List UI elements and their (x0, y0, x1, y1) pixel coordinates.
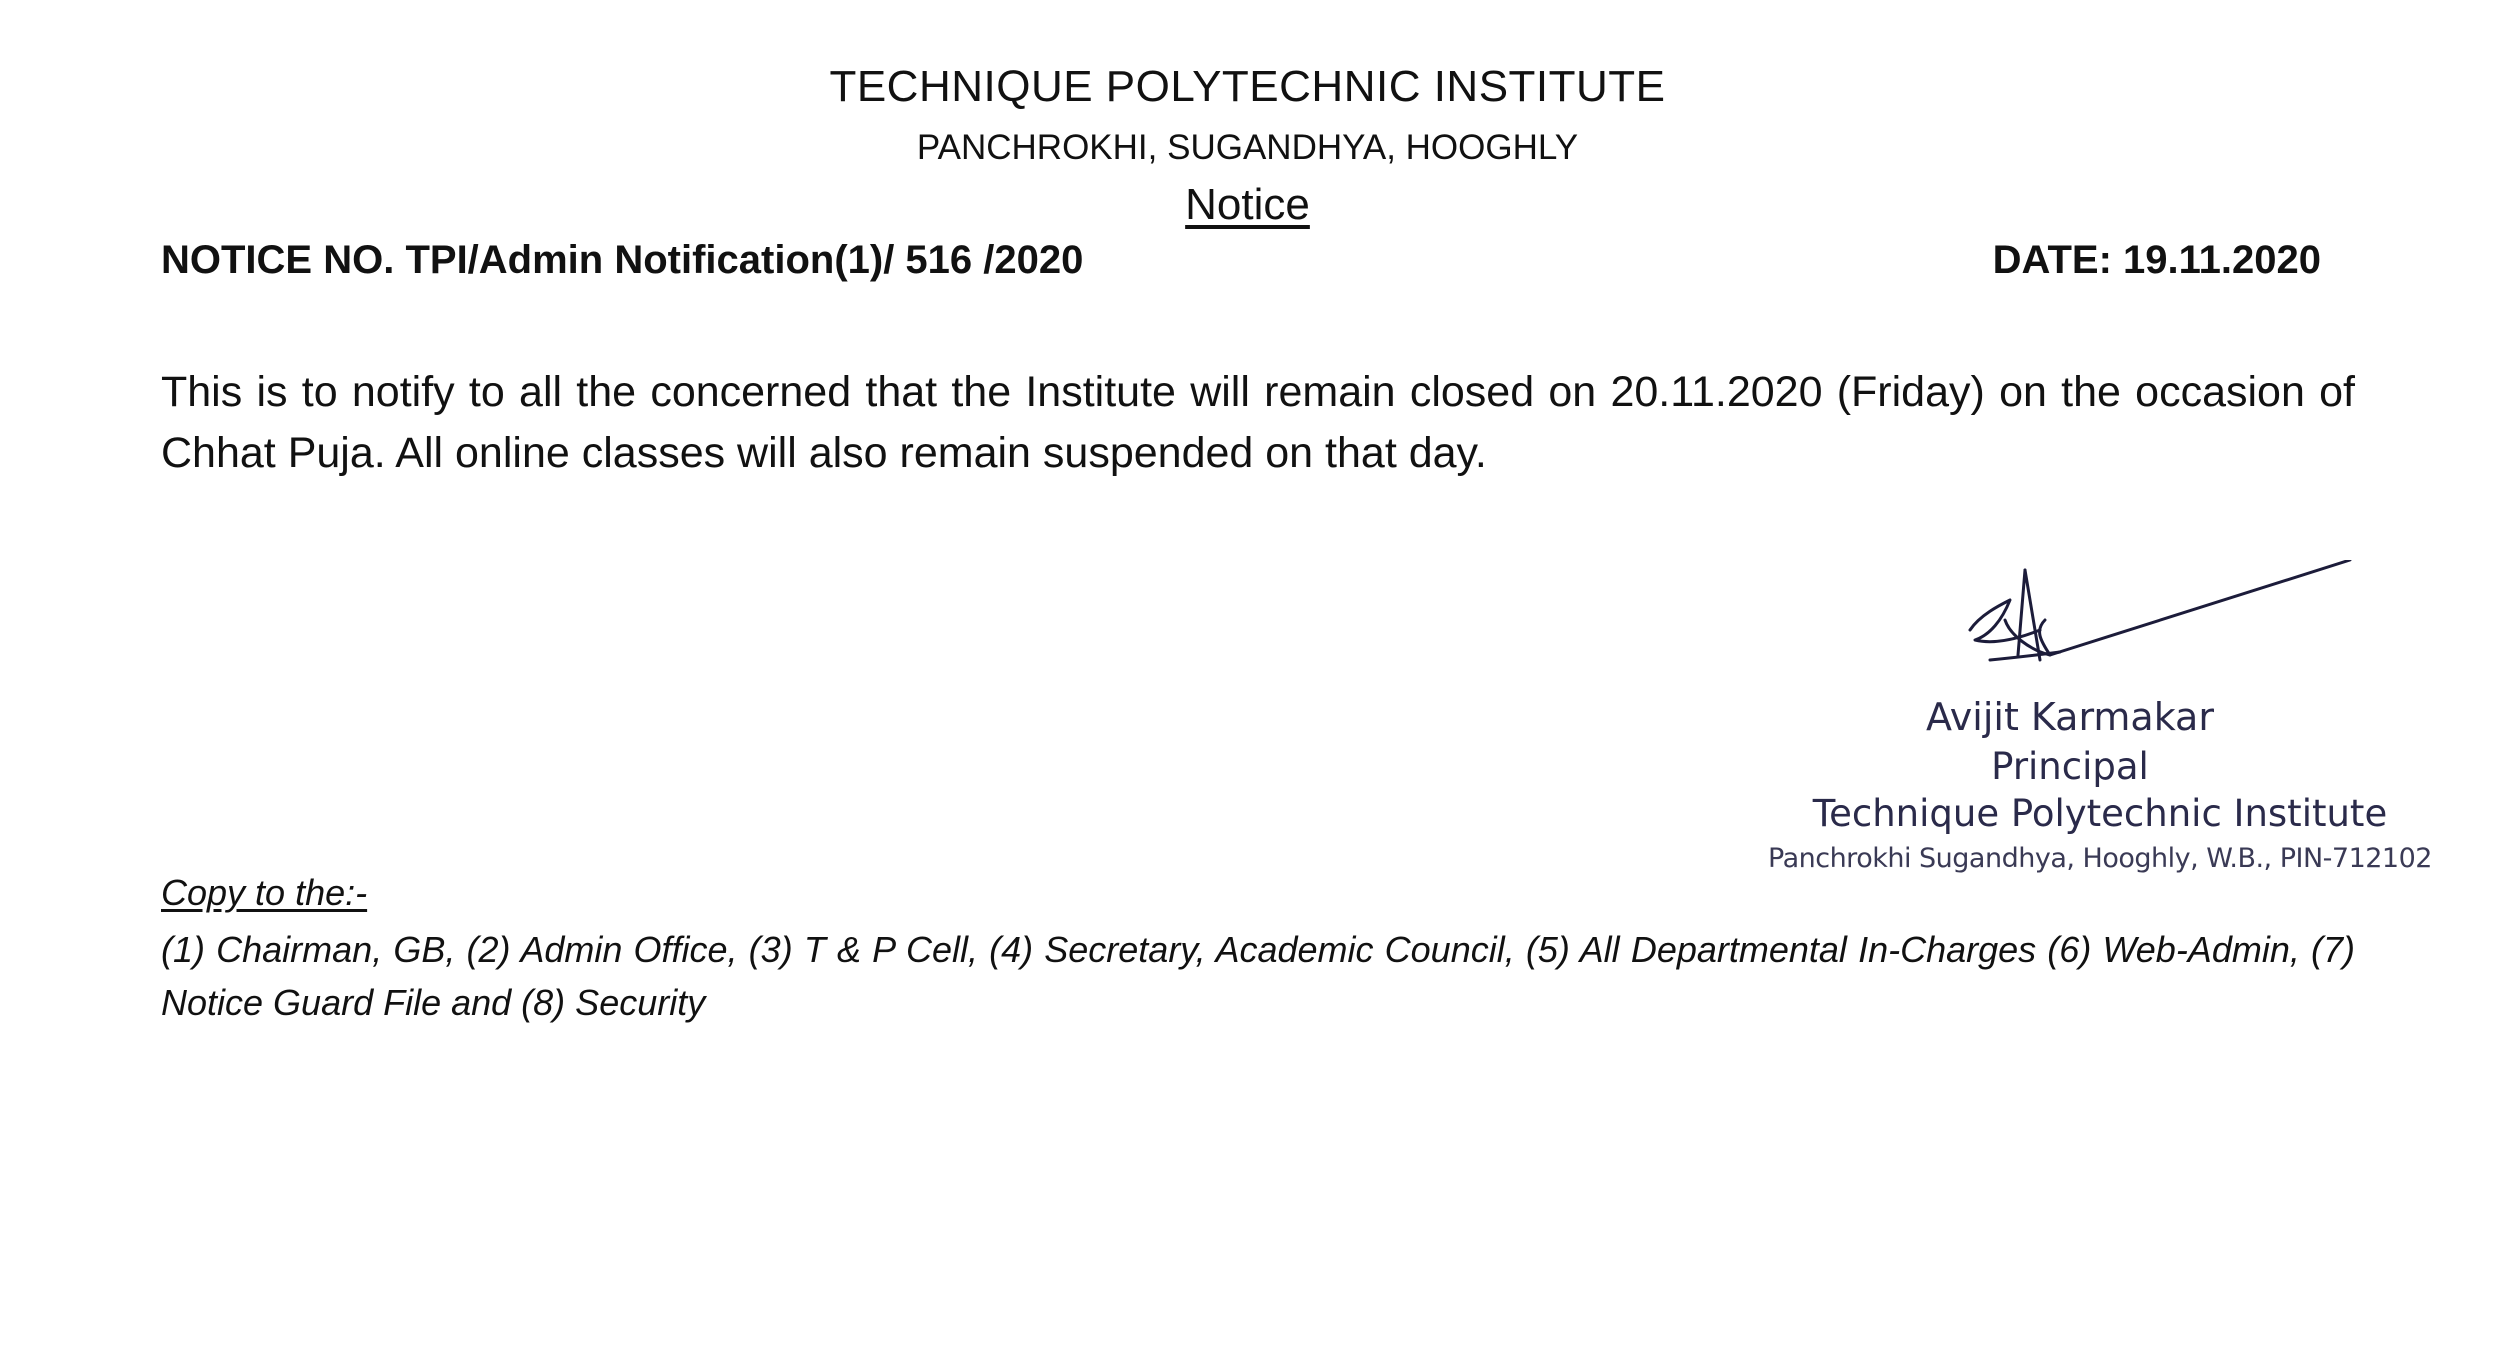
signatory-designation: Principal (1991, 745, 2149, 788)
copy-to-label: Copy to the:- (161, 872, 368, 913)
signature-stamp (1700, 560, 2432, 890)
handwritten-signature (1950, 560, 2370, 710)
signatory-address: Panchrokhi Sugandhya, Hooghly, W.B., PIN-712102 (1768, 843, 2432, 874)
signatory-institute: Technique Polytechnic Institute (1812, 792, 2388, 835)
notice-title: Notice (1185, 180, 1310, 229)
notice-number: NOTICE NO. TPI/Admin Notification(1)/ 516 /2020 (161, 238, 1084, 282)
copy-to-list: (1) Chairman, GB, (2) Admin Office, (3) T & P Cell, (4) Secretary, Academic Council, (5) All Departmental In-Charges (6) Web-Admin, (7) Notice Guard File and (8) Security (161, 929, 2355, 1023)
signatory-name: Avijit Karmakar (1926, 695, 2214, 739)
notice-body: This is to notify to all the concerned that the Institute will remain closed on 20.11.2020 (Friday) on the occasion of Chhat Puja. All online classes will also remain suspended on that day. (161, 368, 2355, 477)
institute-name: TECHNIQUE POLYTECHNIC INSTITUTE (829, 62, 1666, 111)
reference-row (161, 238, 2321, 283)
notice-date: DATE: 19.11.2020 (1992, 238, 2321, 282)
institute-address: PANCHROKHI, SUGANDHYA, HOOGHLY (916, 128, 1579, 167)
